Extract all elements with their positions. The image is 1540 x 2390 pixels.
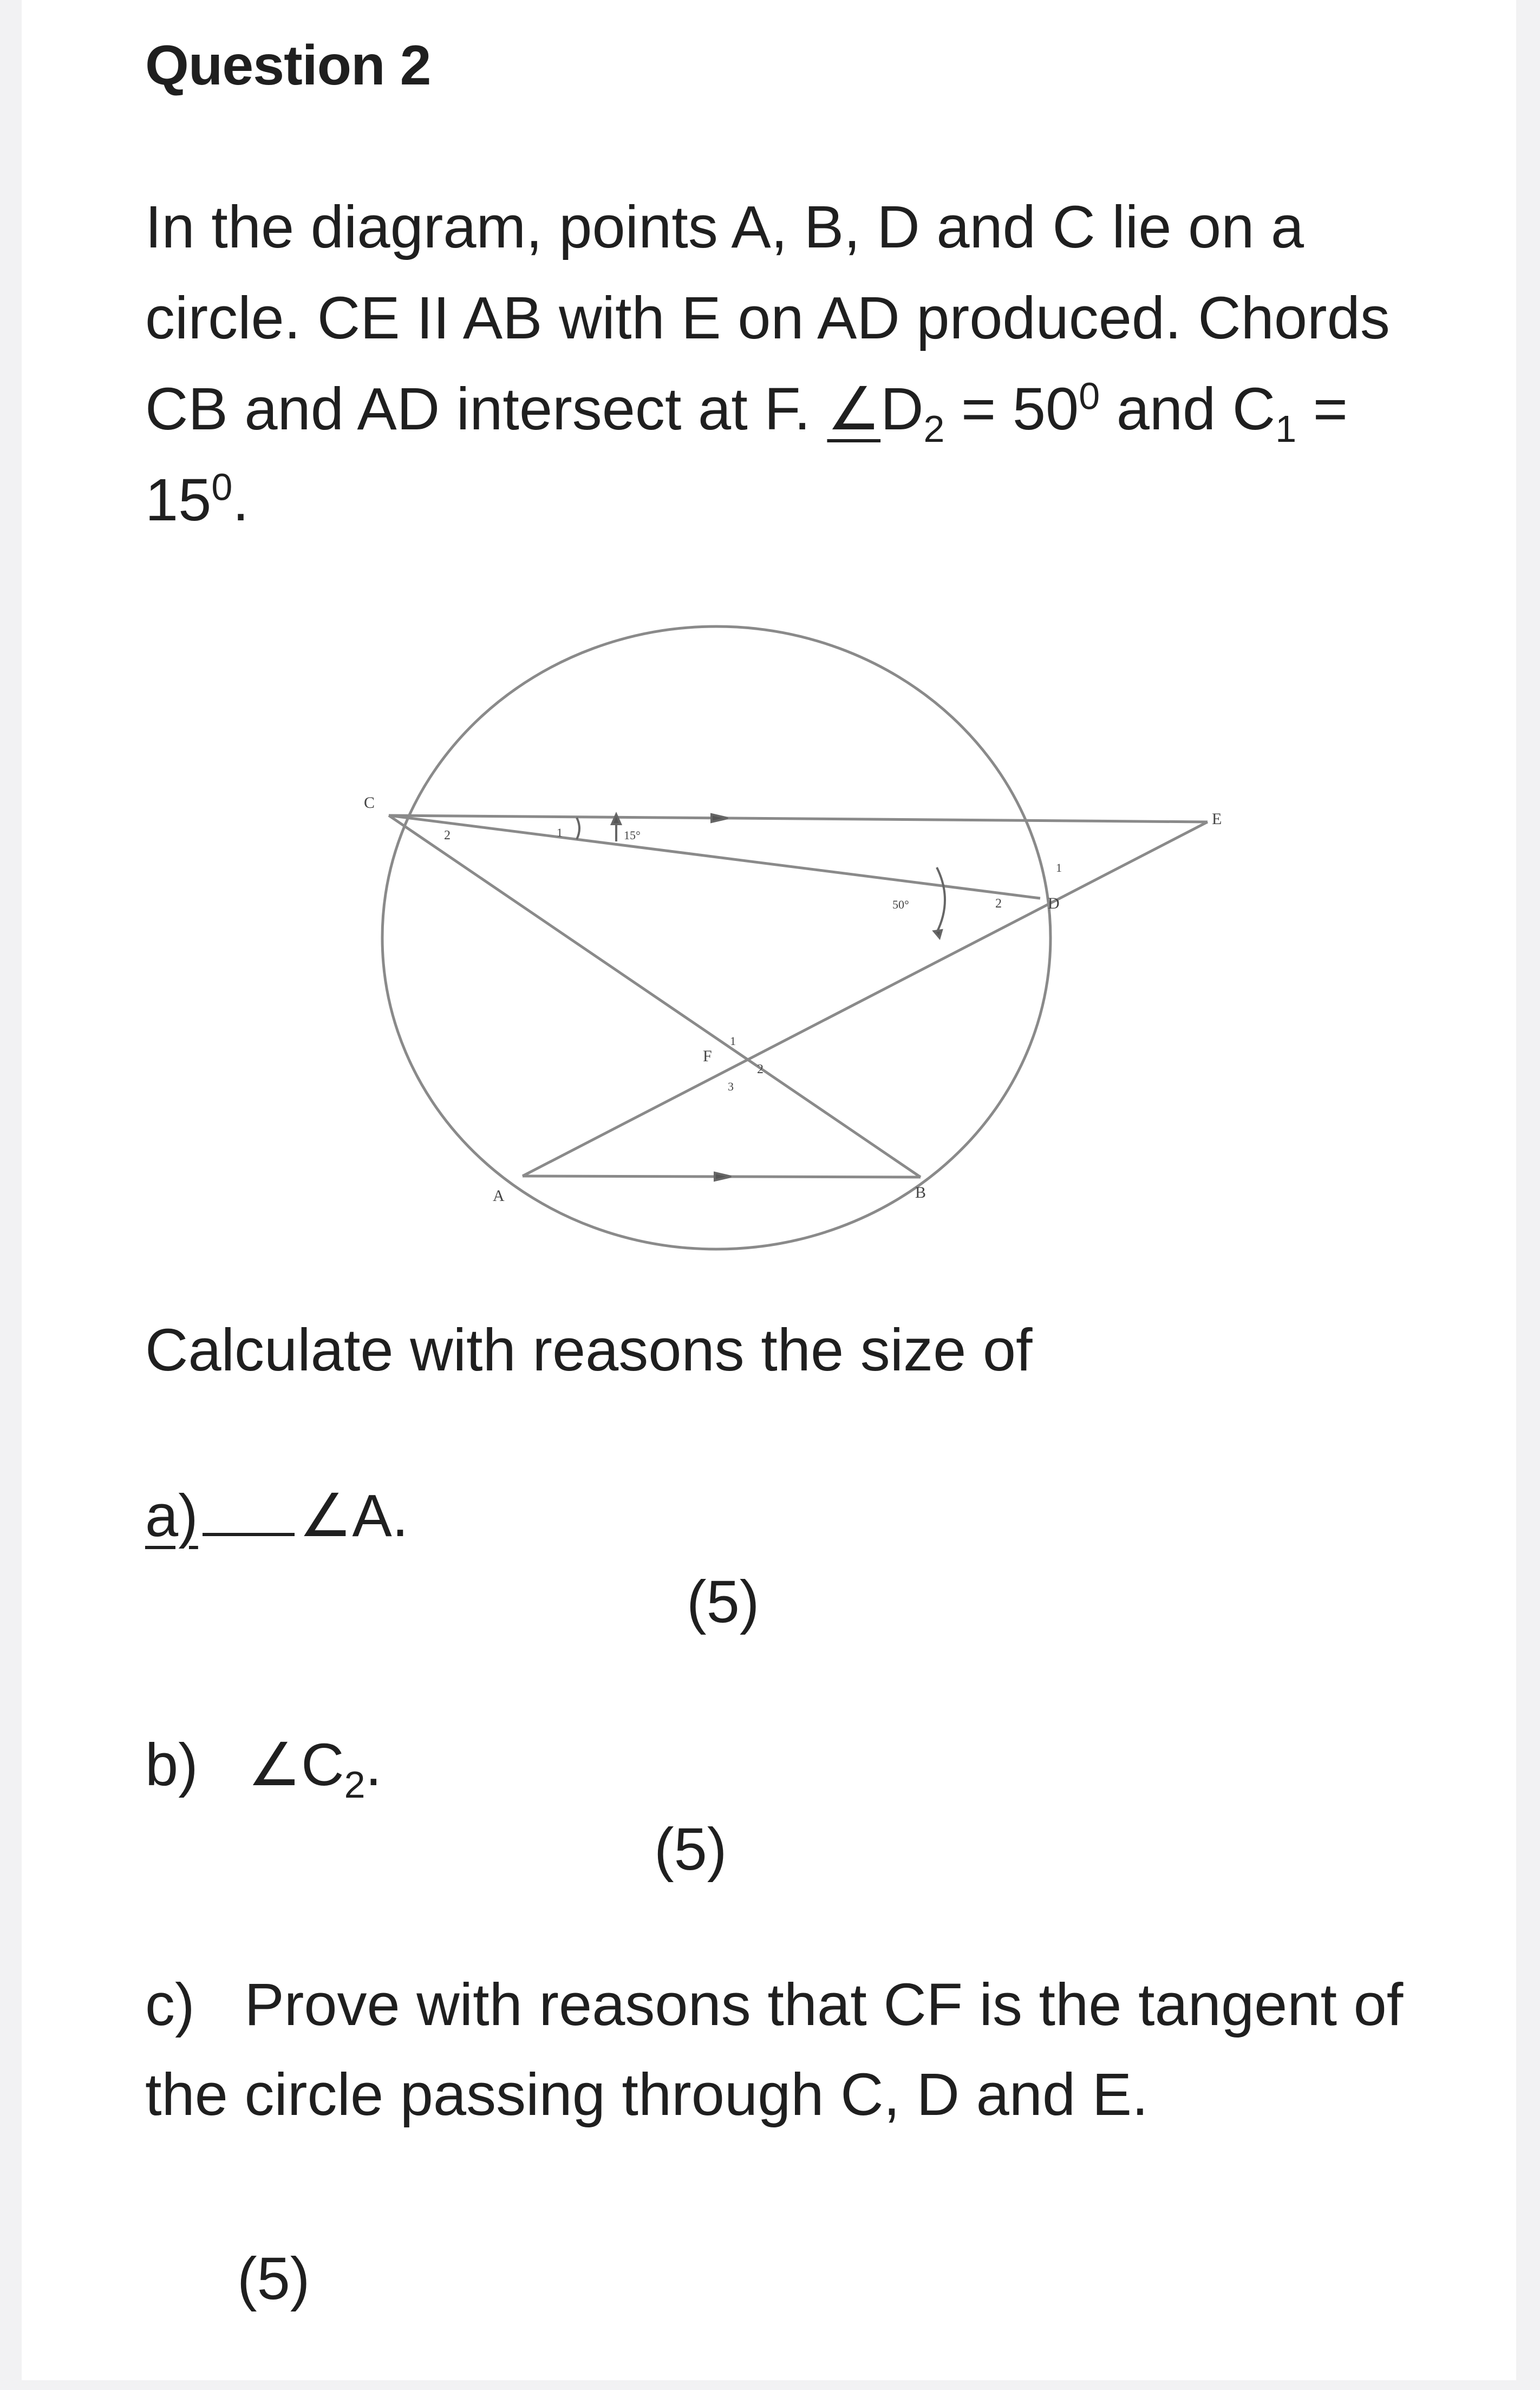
label-point-b: B (915, 1184, 926, 1201)
angle-arc-c1 (577, 818, 579, 839)
question-title: Question 2 (145, 34, 431, 97)
part-b: b) $\angle C_2$. (145, 1732, 382, 1806)
calculate-prompt: Calculate with reasons the size of (145, 1317, 1033, 1383)
label-angle-15: 15° (624, 828, 641, 842)
label-point-c: C (364, 794, 375, 812)
angle-symbol: ∠ (827, 376, 881, 442)
label-angle-f3: 3 (728, 1080, 734, 1093)
parallel-arrow-ce (712, 814, 728, 822)
arrow-50 (934, 930, 942, 938)
label-angle-d1: 1 (1056, 861, 1062, 874)
label-point-d: D (1048, 894, 1060, 912)
label-point-e: E (1212, 810, 1222, 828)
parallel-arrow-ab (715, 1173, 731, 1180)
part-c-marks: (5) (237, 2245, 310, 2312)
arrow-15 (612, 814, 621, 824)
part-b-marks: (5) (654, 1816, 727, 1883)
question-card (22, 0, 1516, 2380)
label-angle-50: 50° (892, 898, 909, 911)
angle-arc-d50 (937, 867, 945, 932)
line-ce (389, 815, 1208, 822)
label-point-f: F (703, 1047, 712, 1065)
circle-geometry-diagram (325, 596, 1278, 1262)
label-angle-d2: 2 (995, 897, 1002, 911)
line-cb (389, 815, 921, 1177)
label-angle-f1: 1 (730, 1034, 736, 1048)
intro-line-2: circle. CE II AB with E on AD produced. Chords (145, 285, 1390, 351)
circle (382, 626, 1050, 1249)
part-a: a) ∠A. (145, 1483, 409, 1549)
label-point-a: A (493, 1187, 505, 1205)
label-angle-c1: 1 (557, 826, 563, 839)
part-a-marks: (5) (687, 1569, 760, 1635)
question-intro (145, 182, 1456, 546)
intro-line-3: CB and AD intersect at F. $\angle D_2 = 50^0$ and $C_1$ = (145, 375, 1348, 450)
intro-line-1: In the diagram, points A, B, D and C lie on a (145, 194, 1304, 260)
label-angle-f2: 2 (757, 1062, 764, 1076)
part-c: c) Prove with reasons that CF is the tangent of the circle passing through C, D and E. (145, 1971, 1404, 2128)
intro-line-4: $15^0$. (145, 466, 249, 533)
label-angle-c2: 2 (444, 828, 451, 843)
